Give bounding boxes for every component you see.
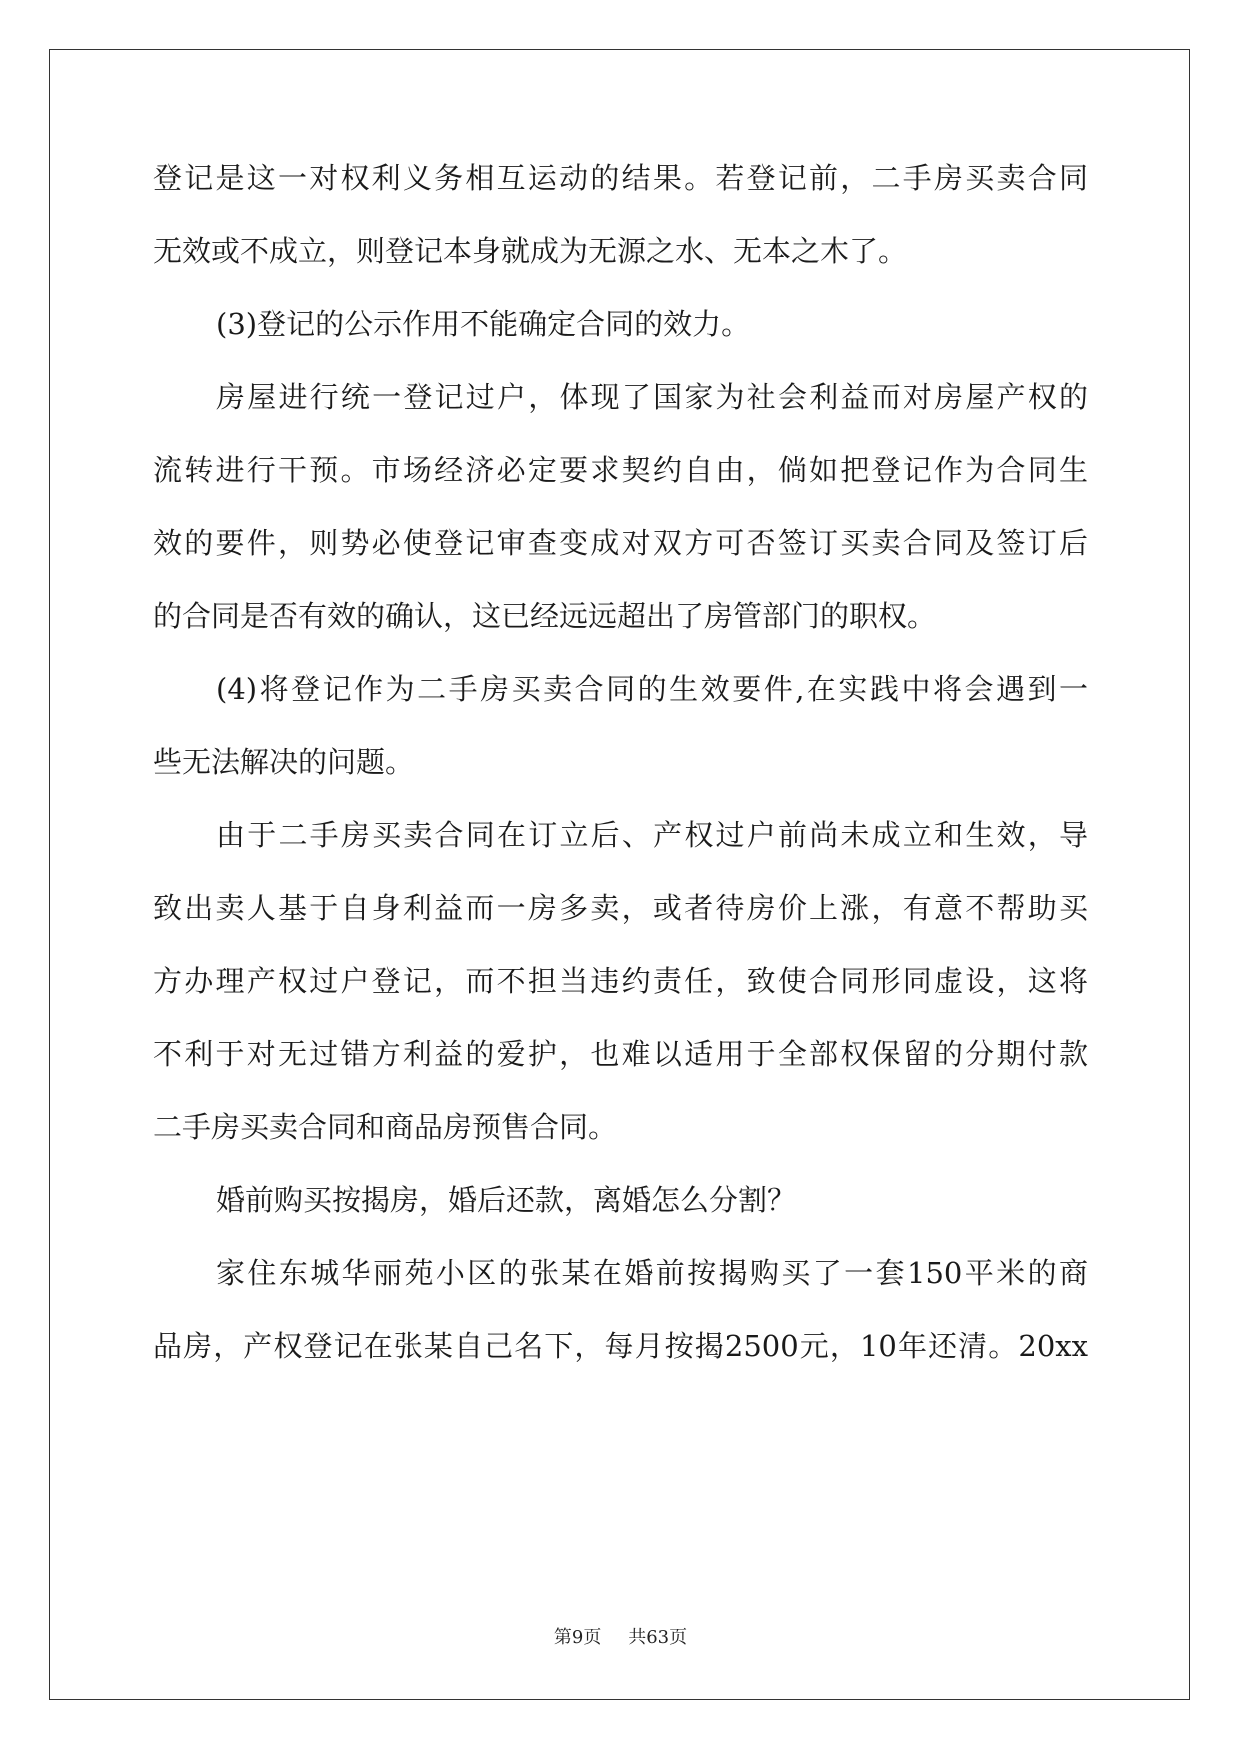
page-number: 第9页 — [553, 1627, 602, 1648]
text-line: 登记是这一对权利义务相互运动的结果。若登记前，二手房买卖合同 — [153, 161, 1088, 195]
page-footer — [0, 1623, 1241, 1649]
page-total: 共63页 — [628, 1627, 688, 1648]
text-line: 无效或不成立，则登记本身就成为无源之水、无本之木了。 — [153, 234, 908, 268]
text-line: 些无法解决的问题。 — [153, 745, 415, 779]
text-line: 流转进行干预。市场经济必定要求契约自由，倘如把登记作为合同生 — [153, 453, 1088, 487]
text-line: 由于二手房买卖合同在订立后、产权过户前尚未成立和生效，导 — [216, 818, 1088, 852]
text-line: (3)登记的公示作用不能确定合同的效力。 — [216, 307, 751, 341]
text-line: 效的要件，则势必使登记审查变成对双方可否签订买卖合同及签订后 — [153, 526, 1088, 560]
text-line: 二手房买卖合同和商品房预售合同。 — [153, 1110, 618, 1144]
text-line: 的合同是否有效的确认，这已经远远超出了房管部门的职权。 — [153, 599, 937, 633]
text-line: 房屋进行统一登记过户，体现了国家为社会利益而对房屋产权的 — [216, 380, 1088, 414]
text-line: 致出卖人基于自身利益而一房多卖，或者待房价上涨，有意不帮助买 — [153, 891, 1088, 925]
text-line: 婚前购买按揭房，婚后还款，离婚怎么分割？ — [216, 1183, 797, 1217]
text-line: 不利于对无过错方利益的爱护，也难以适用于全部权保留的分期付款 — [153, 1037, 1088, 1071]
page-border — [49, 49, 1190, 1700]
text-line: (4)将登记作为二手房买卖合同的生效要件,在实践中将会遇到一 — [216, 672, 1088, 706]
text-line: 方办理产权过户登记，而不担当违约责任，致使合同形同虚设，这将 — [153, 964, 1088, 998]
text-line: 家住东城华丽苑小区的张某在婚前按揭购买了一套150平米的商 — [216, 1256, 1088, 1290]
text-line: 品房，产权登记在张某自己名下，每月按揭2500元，10年还清。20xx — [153, 1329, 1088, 1363]
